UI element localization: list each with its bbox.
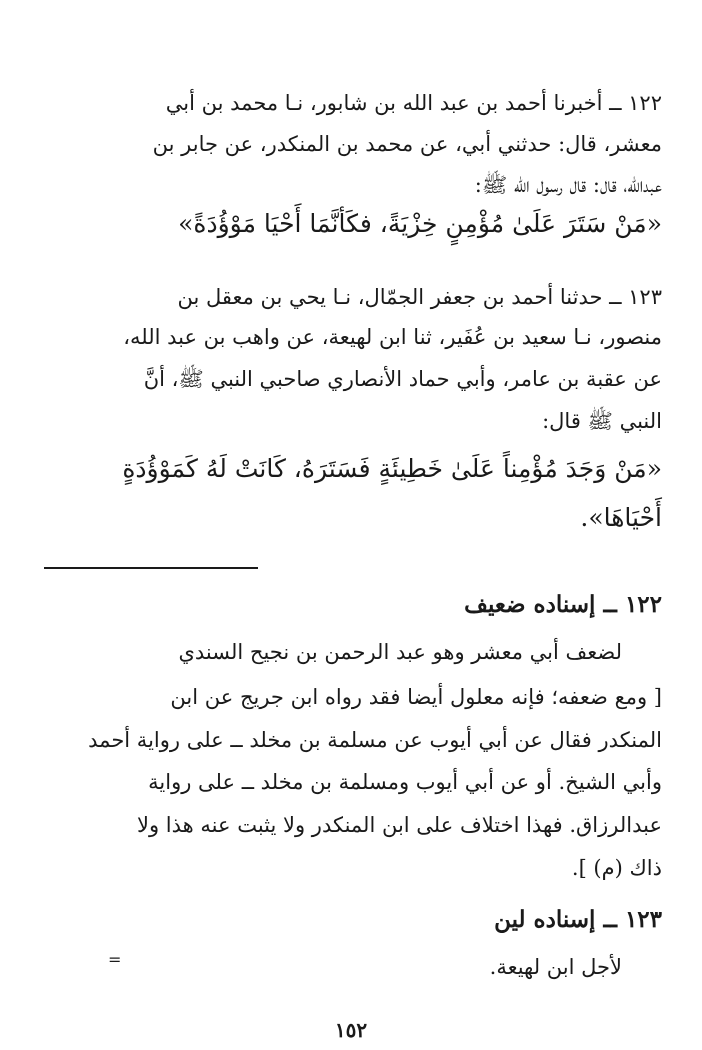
note-122-line-6: ذاك (م) ].	[571, 856, 662, 880]
hadith-123-line-4: النبي ﷺ قال:	[542, 409, 662, 433]
note-123-line-1: لأجل ابن لهيعة.	[489, 955, 622, 979]
hadith-122-line-3: عبدالله، قال: قال رسول الله ﷺ:	[474, 173, 662, 197]
hadith-123-line-1: ١٢٣ ــ حدثنا أحمد بن جعفر الجمّال، نـا يحي بن معقل بن	[177, 285, 662, 309]
note-122-heading: ١٢٢ ــ إسناده ضعيف	[464, 591, 662, 618]
hadith-123-matn-1: «مَنْ وَجَدَ مُؤْمِناً عَلَىٰ خَطِيئَةٍ فَسَتَرَهُ، كَانَتْ لَهُ كَمَوْؤُدَةٍ	[122, 454, 662, 483]
hadith-122-line-2: معشر، قال: حدثني أبي، عن محمد بن المنكدر، عن جابر بن	[152, 132, 662, 156]
note-122-line-2: [ ومع ضعفه؛ فإنه معلول أيضا فقد رواه ابن جريج عن ابن	[170, 685, 662, 709]
note-122-line-3: المنكدر فقال عن أبي أيوب عن مسلمة بن مخلد ــ على رواية أحمد	[88, 728, 662, 752]
hadith-122-line-1: ١٢٢ ــ أخبرنا أحمد بن عبد الله بن شابور، نـا محمد بن أبي	[165, 91, 662, 115]
note-123-heading: ١٢٣ ــ إسناده لين	[494, 906, 662, 933]
hadith-122-matn: «مَنْ سَتَرَ عَلَىٰ مُؤْمِنٍ خِزْيَةً، فكَأنَّمَا أَحْيَا مَوْؤُدَةً»	[178, 209, 662, 238]
hadith-123-matn-2: أَحْيَاهَا».	[580, 503, 662, 532]
margin-mark: =	[108, 950, 122, 969]
hadith-123-line-3: عن عقبة بن عامر، وأبي حماد الأنصاري صاحبي النبي ﷺ، أنَّ	[143, 367, 662, 391]
note-122-line-4: وأبي الشيخ. أو عن أبي أيوب ومسلمة بن مخلد ــ على رواية	[148, 770, 662, 794]
footnote-divider	[44, 567, 258, 569]
note-122-line-1: لضعف أبي معشر وهو عبد الرحمن بن نجيح السندي	[178, 640, 622, 664]
hadith-123-line-2: منصور، نـا سعيد بن عُفَير، ثنا ابن لهيعة، عن واهب بن عبد الله،	[123, 325, 662, 349]
note-122-line-5: عبدالرزاق. فهذا اختلاف على ابن المنكدر ولا يثبت عنه هذا ولا	[137, 813, 662, 837]
page-number: ١٥٢	[334, 1018, 368, 1042]
